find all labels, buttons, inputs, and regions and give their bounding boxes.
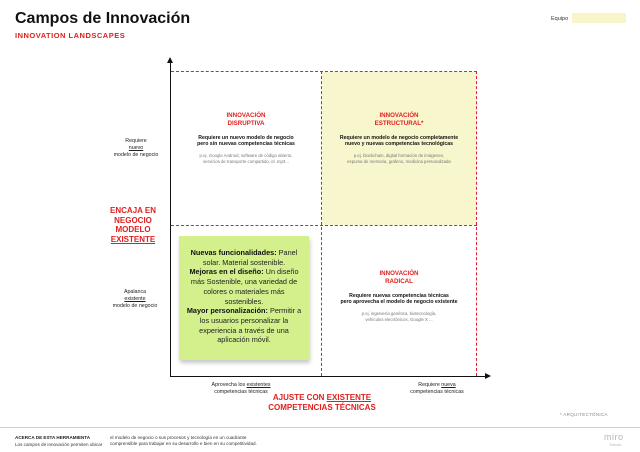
- page-title: Campos de Innovación: [15, 10, 191, 27]
- quadrant-structural-examples: p.ej. blockchain, digital formación de imágenes, espuma de memoria, grafeno, medicina personalizada: [347, 153, 451, 164]
- quadrant-radical-title: INNOVACIÓN RADICAL: [379, 270, 419, 285]
- footer-divider: [0, 427, 640, 428]
- grid-center-line: [321, 71, 322, 376]
- sticky-note-item-personalization: Mayor personalización: Permitir a los usuarios personalizar la experiencia a través de una aplicación móvil.: [186, 306, 302, 345]
- team-label: Equipo: [551, 16, 569, 22]
- quadrant-disruptive: [176, 112, 316, 165]
- y-axis-arrow-icon: [167, 57, 173, 63]
- footer-heading: ACERCA DE ESTA HERRAMIENTA: [15, 435, 91, 440]
- quadrant-disruptive-description: Requiere un nuevo modelo de negocio pero sin nuevas competencias técnicas: [197, 134, 295, 148]
- x-axis-title: AJUSTE CON EXISTENTE COMPETENCIAS TÉCNICAS: [268, 393, 376, 412]
- quadrant-structural-description: Requiere un modelo de negocio completamente nuevo y nuevas competencias tecnológicas: [339, 134, 459, 148]
- quadrant-radical-description: Requiere nuevas competencias técnicas pero aprovecha el modelo de negocio existente: [340, 292, 458, 306]
- grid-top-line: [171, 71, 477, 72]
- quadrant-structural: [323, 112, 475, 165]
- grid-right-line: [476, 71, 477, 376]
- team-input[interactable]: [572, 13, 626, 23]
- grid-middle-line: [171, 225, 477, 226]
- quadrant-disruptive-examples: p.ej. Google Android, software de código abierto, servicios de transporte compartido, el .mp3...: [199, 153, 293, 164]
- quadrant-radical: [323, 270, 475, 323]
- y-axis-title: ENCAJA EN NEGOCIO MODELO EXISTENTE: [110, 206, 156, 244]
- quadrant-disruptive-title: INNOVACIÓN DISRUPTIVA: [226, 112, 266, 127]
- sticky-note-item-design: Mejoras en el diseño: Un diseño más Sostenible, una variedad de colores o materiales más sostenibles.: [189, 267, 299, 306]
- page-subtitle: INNOVATION LANDSCAPES: [15, 31, 126, 40]
- sticky-note-item-features: Nuevas funcionalidades: Panel solar. Material sostenible.: [190, 248, 298, 267]
- miro-logo-subtext: Edición: [610, 443, 622, 447]
- x-axis-arrow-icon: [485, 373, 491, 379]
- footer-text-right: el modelo de negocio o sus procesos y tecnología en un cuadrante comprensible para trabajar en su desarrollo e bien en su competitividad.: [110, 435, 257, 447]
- footnote: * ARQUITECTÓNICA: [560, 412, 608, 417]
- x-axis-left-label: Aprovecha los existentes competencias técnicas: [211, 382, 271, 395]
- footer-text-left: Los campos de innovación permiten ubicar: [15, 442, 103, 447]
- y-axis-bottom-label: Apalanca existente modelo de negocio: [112, 289, 158, 309]
- x-axis-line: [170, 376, 486, 377]
- quadrant-structural-title: INNOVACIÓN ESTRUCTURAL*: [374, 112, 424, 127]
- x-axis-right-label: Requiere nueva competencias técnicas: [410, 382, 464, 395]
- miro-logo: miro: [604, 432, 624, 442]
- y-axis-line: [170, 62, 171, 377]
- quadrant-radical-examples: p.ej. ingeniería genética, biotecnología, vehículos electrónicos, Google X ...: [361, 311, 437, 322]
- y-axis-top-label: Requiere nuevo modelo de negocio: [113, 138, 159, 158]
- sticky-note[interactable]: [179, 236, 309, 360]
